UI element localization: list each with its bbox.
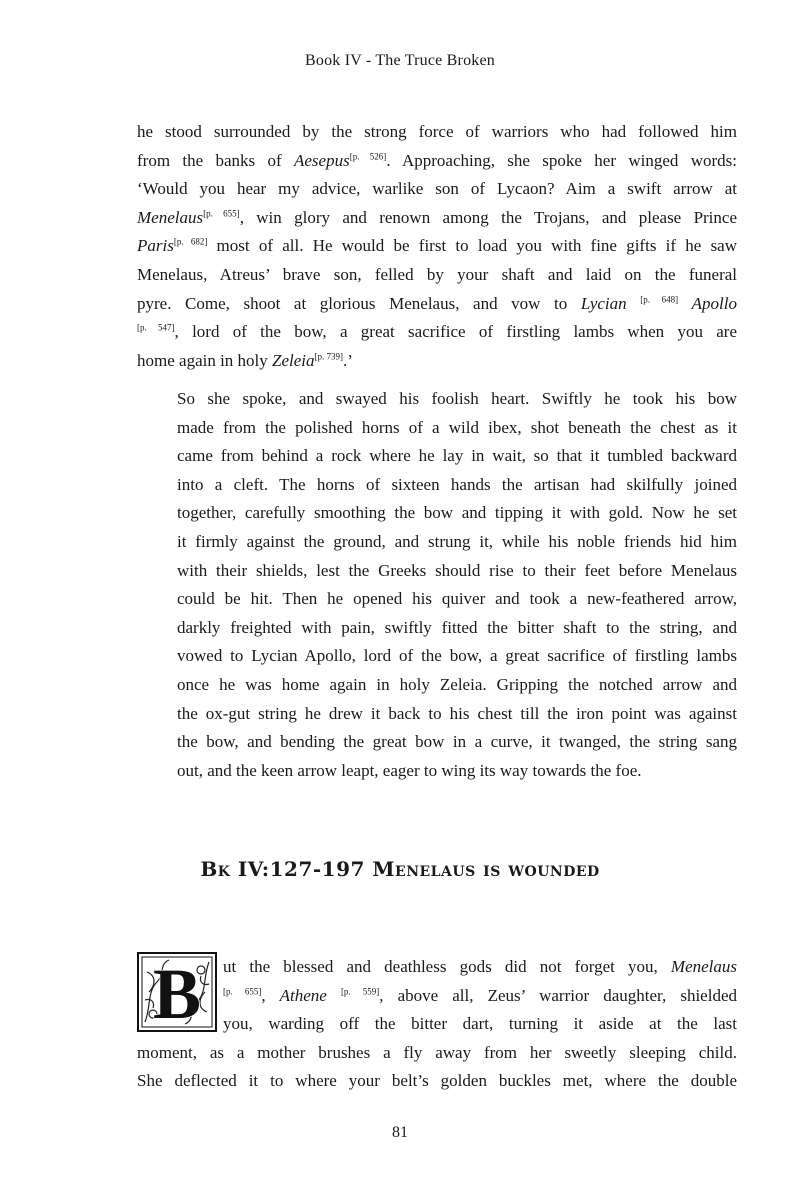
- text-line: home again in holy Zeleia[p. 739].’: [137, 350, 353, 370]
- text-line: She deflected it to where your belt’s golden buckles met, where the double: [137, 1071, 737, 1091]
- paragraph-1: [137, 118, 737, 375]
- page-reference[interactable]: [p. 547]: [137, 322, 175, 333]
- page-reference[interactable]: [p. 559]: [340, 985, 380, 996]
- text-line: the ox-gut string he drew it back to his chest till the iron point was against: [177, 703, 737, 723]
- text-line: made from the polished horns of a wild ibex, shot beneath the chest as it: [177, 417, 737, 437]
- page-reference[interactable]: [p. 655]: [203, 208, 240, 219]
- page-reference[interactable]: [p. 526]: [349, 150, 387, 161]
- text-line: ‘Would you hear my advice, warlike son of Lycaon? Aim a swift arrow at: [137, 179, 737, 199]
- text-line: ut the blessed and deathless gods did not forget you, Menelaus: [223, 957, 737, 976]
- text-line: Paris[p. 682] most of all. He would be first to load you with fine gifts if he saw: [137, 236, 738, 256]
- text-line: [p. 547], lord of the bow, a great sacrifice of firstling lambs when you are: [137, 322, 737, 342]
- text-line: the bow, and bending the great bow in a curve, it twanged, the string sang: [177, 732, 737, 752]
- name-link[interactable]: Aesepus: [294, 150, 350, 170]
- text-line: out, and the keen arrow leapt, eager to wing its way towards the foe.: [177, 760, 642, 780]
- name-link[interactable]: Menelaus: [137, 207, 204, 227]
- text-line: Menelaus, Atreus’ brave son, felled by your shaft and laid on the funeral: [137, 264, 737, 284]
- text-line: came from behind a rock where he lay in wait, so that it tumbled backward: [177, 446, 737, 466]
- text-line: it firmly against the ground, and strung it, while his noble friends hid him: [177, 531, 737, 551]
- page-reference[interactable]: [p. 739]: [314, 351, 344, 362]
- text-line: you, warding off the bitter dart, turning it aside at the last: [223, 1014, 737, 1034]
- paragraph-2: [137, 385, 737, 785]
- section-heading: Bk IV:127-197 Menelaus is wounded: [200, 857, 600, 881]
- drop-cap-letter: B: [152, 954, 202, 1032]
- name-link[interactable]: Menelaus: [670, 957, 737, 976]
- text-line: [p. 655], Athene [p. 559], above all, Zeus’ warrior daughter, shielded: [223, 985, 737, 1005]
- text-line: vowed to Lycian Apollo, lord of the bow, a great sacrifice of firstling lambs: [177, 646, 737, 666]
- text-line: he stood surrounded by the strong force of warriors who had followed him: [137, 122, 737, 141]
- page-reference[interactable]: [p. 682]: [173, 236, 208, 247]
- name-link[interactable]: Lycian: [580, 293, 627, 313]
- running-title: Book IV - The Truce Broken: [305, 52, 495, 69]
- text-line: from the banks of Aesepus[p. 526]. Approaching, she spoke her winged words:: [137, 150, 738, 170]
- page-number: 81: [392, 1124, 408, 1141]
- page-reference[interactable]: [p. 648]: [640, 293, 679, 304]
- text-line: could be hit. Then he opened his quiver and took a new-feathered arrow,: [177, 589, 737, 609]
- name-link[interactable]: Paris: [137, 236, 174, 256]
- page-reference[interactable]: [p. 655]: [223, 985, 262, 996]
- text-line: So she spoke, and swayed his foolish heart. Swiftly he took his bow: [177, 389, 737, 408]
- text-line: together, carefully smoothing the bow and tipping it with gold. Now he set: [177, 503, 737, 523]
- text-line: with their shields, lest the Greeks should rise to their feet before Menelaus: [177, 560, 737, 580]
- text-line: pyre. Come, shoot at glorious Menelaus, and vow to Lycian [p. 648] Apollo: [137, 293, 738, 313]
- text-line: darkly freighted with pain, swiftly fitted the bitter shaft to the string, and: [177, 617, 737, 637]
- name-link[interactable]: Athene: [279, 985, 327, 1005]
- text-line: Menelaus[p. 655], win glory and renown among the Trojans, and please Prince: [137, 207, 737, 227]
- paragraph-3: [137, 953, 737, 1096]
- text-line: moment, as a mother brushes a fly away from her sweetly sleeping child.: [137, 1042, 737, 1062]
- text-line: once he was home again in holy Zeleia. Gripping the notched arrow and: [177, 674, 737, 694]
- name-link[interactable]: Zeleia: [272, 350, 315, 370]
- name-link[interactable]: Apollo: [691, 293, 738, 313]
- text-line: into a cleft. The horns of sixteen hands the artisan had skilfully joined: [177, 474, 737, 494]
